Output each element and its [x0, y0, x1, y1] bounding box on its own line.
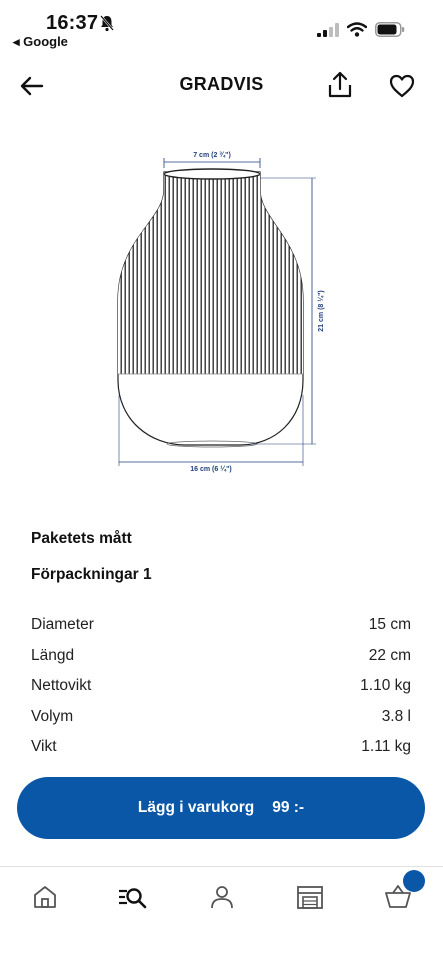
share-icon[interactable] — [325, 70, 355, 100]
vase-dimension-drawing — [100, 140, 340, 480]
cart-badge — [403, 870, 425, 892]
bottom-width-label: 16 cm (6 ¼") — [190, 466, 232, 473]
spec-label: Vikt — [31, 738, 57, 756]
status-time: 16:37 — [46, 12, 99, 34]
top-width-label: 7 cm (2 ¾") — [193, 152, 231, 159]
spec-value: 3.8 l — [381, 707, 411, 725]
spec-row-weight — [31, 732, 411, 763]
favorite-heart-icon[interactable] — [388, 72, 416, 100]
profile-icon[interactable] — [206, 881, 238, 913]
battery-icon — [375, 22, 405, 37]
spec-row-net-weight — [31, 671, 411, 702]
package-dimensions-heading: Paketets mått — [31, 530, 132, 547]
package-spec-list — [31, 610, 411, 763]
spec-value: 15 cm — [368, 616, 411, 634]
wifi-icon — [347, 22, 367, 37]
bottom-tab-bar — [0, 866, 443, 960]
spec-label: Längd — [31, 646, 75, 664]
status-bar — [0, 0, 443, 56]
store-icon[interactable] — [294, 881, 326, 913]
spec-label: Nettovikt — [31, 677, 92, 695]
spec-row-volume — [31, 702, 411, 733]
product-nav-bar — [0, 60, 443, 112]
spec-value: 1.10 kg — [360, 677, 411, 695]
bell-muted-icon — [99, 14, 115, 32]
signal-icon — [317, 23, 339, 37]
add-to-cart-button[interactable] — [17, 777, 425, 839]
height-label: 21 cm (8 ¼") — [318, 290, 325, 332]
price-label: 99 :- — [272, 799, 305, 816]
spec-row-diameter — [31, 610, 411, 641]
spec-value: 22 cm — [368, 646, 411, 664]
spec-row-length — [31, 641, 411, 672]
status-indicators — [317, 22, 405, 37]
back-to-google-link[interactable]: ◂ Google — [13, 34, 68, 49]
home-icon[interactable] — [29, 881, 61, 913]
product-title: GRADVIS — [179, 74, 264, 94]
packages-count-heading: Förpackningar 1 — [31, 566, 152, 583]
spec-value: 1.11 kg — [361, 738, 411, 756]
spec-label: Diameter — [31, 616, 94, 634]
add-to-cart-label: Lägg i varukorg — [137, 799, 255, 816]
spec-label: Volym — [31, 707, 74, 725]
search-icon[interactable] — [116, 881, 148, 913]
